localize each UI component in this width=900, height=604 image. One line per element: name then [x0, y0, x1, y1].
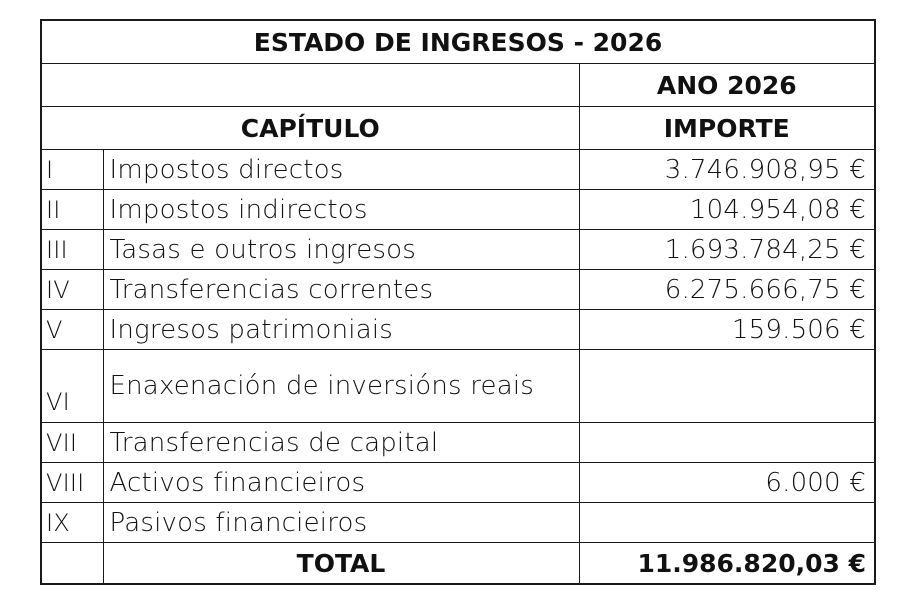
chapter-number: IV [41, 270, 103, 310]
table-row [41, 503, 875, 543]
chapter-amount: 1.693.784,25 € [579, 230, 875, 270]
chapter-amount [579, 350, 875, 423]
table-row [41, 310, 875, 350]
chapter-name: Activos financieiros [103, 463, 579, 503]
chapter-number: III [41, 230, 103, 270]
table-row [41, 350, 875, 423]
table-row [41, 230, 875, 270]
chapter-number: II [41, 190, 103, 230]
chapter-number: VIII [41, 463, 103, 503]
empty-header-cell [41, 64, 579, 107]
chapter-name: Impostos indirectos [103, 190, 579, 230]
chapter-name: Pasivos financieiros [103, 503, 579, 543]
table-row [41, 423, 875, 463]
amount-header: IMPORTE [579, 107, 875, 150]
chapter-amount [579, 503, 875, 543]
table-row [41, 190, 875, 230]
chapter-amount [579, 423, 875, 463]
chapter-number: I [41, 150, 103, 190]
chapter-amount: 6.000 € [579, 463, 875, 503]
chapter-name: Enaxenación de inversións reais [103, 350, 579, 423]
chapter-name: Ingresos patrimoniais [103, 310, 579, 350]
total-empty-cell [41, 543, 103, 585]
chapter-name: Transferencias de capital [103, 423, 579, 463]
income-statement-table [40, 19, 876, 585]
chapter-number: VI [41, 350, 103, 423]
chapter-amount: 104.954,08 € [579, 190, 875, 230]
total-row [41, 543, 875, 585]
table-title: ESTADO DE INGRESOS - 2026 [41, 20, 875, 64]
chapter-name: Transferencias correntes [103, 270, 579, 310]
chapter-amount: 159.506 € [579, 310, 875, 350]
table-row [41, 150, 875, 190]
chapter-name: Tasas e outros ingresos [103, 230, 579, 270]
chapter-number: VII [41, 423, 103, 463]
total-label: TOTAL [103, 543, 579, 585]
chapter-number: V [41, 310, 103, 350]
total-amount: 11.986.820,03 € [579, 543, 875, 585]
chapter-header: CAPÍTULO [41, 107, 579, 150]
chapter-number: IX [41, 503, 103, 543]
table-row [41, 270, 875, 310]
chapter-amount: 6.275.666,75 € [579, 270, 875, 310]
chapter-amount: 3.746.908,95 € [579, 150, 875, 190]
year-header: ANO 2026 [579, 64, 875, 107]
chapter-name: Impostos directos [103, 150, 579, 190]
table-row [41, 463, 875, 503]
